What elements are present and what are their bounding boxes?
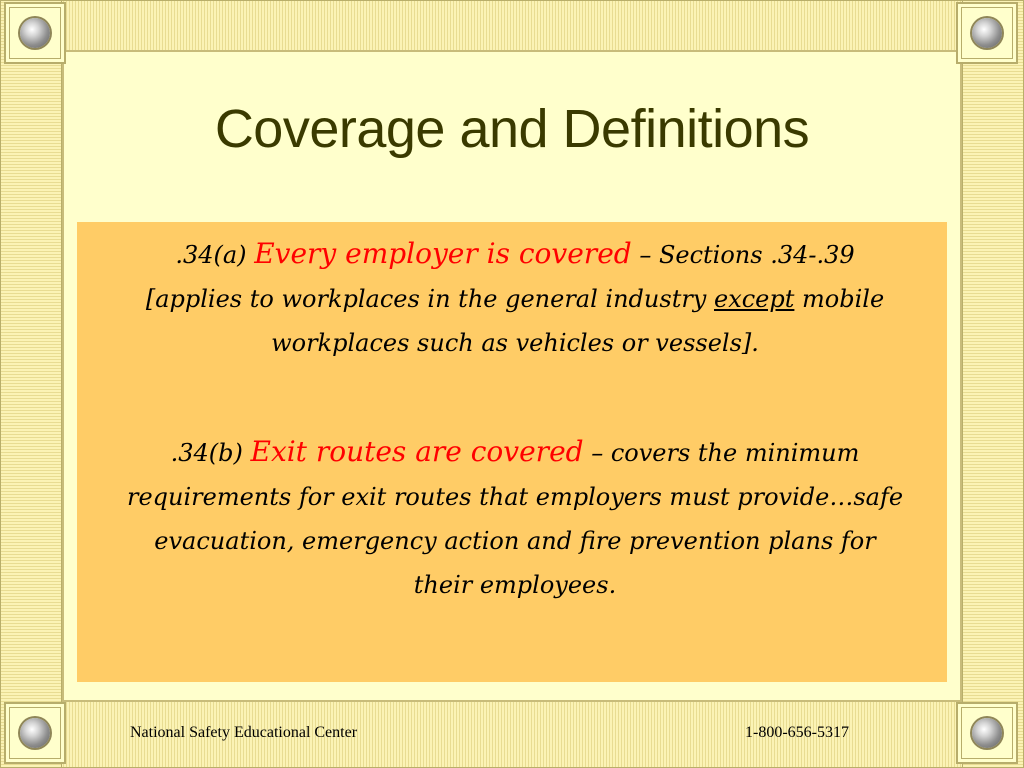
corner-bottom-left	[4, 702, 66, 764]
section-number: .34(b)	[170, 439, 251, 467]
emphasis-except: except	[714, 285, 795, 313]
stud-icon	[20, 18, 50, 48]
definition-heading: Exit routes are covered	[250, 435, 584, 468]
definition-text: – Sections .34-.39 [applies to workplaces in the general industry	[145, 241, 855, 313]
section-number: .34(a)	[175, 241, 255, 269]
corner-bottom-right	[956, 702, 1018, 764]
corner-top-left	[4, 2, 66, 64]
corner-top-right	[956, 2, 1018, 64]
stud-icon	[972, 718, 1002, 748]
definition-heading: Every employer is covered	[254, 237, 632, 270]
definition-text-end: mobile workplaces such as vehicles or vessels].	[271, 285, 885, 357]
definition-34a	[125, 232, 905, 365]
slide-title: Coverage and Definitions	[214, 99, 810, 159]
footer-phone: 1-800-656-5317	[745, 724, 849, 741]
footer-organization: National Safety Educational Center	[130, 724, 358, 741]
left-border	[0, 0, 62, 768]
definition-34b	[125, 430, 905, 607]
content-box	[77, 222, 947, 682]
right-border	[962, 0, 1024, 768]
stud-icon	[20, 718, 50, 748]
stud-icon	[972, 18, 1002, 48]
definition-text: – covers the minimum requirements for exit routes that employers must provide…safe evacuation, emergency action and fire prevention plans for their employees.	[126, 439, 904, 599]
top-border	[0, 0, 1024, 52]
